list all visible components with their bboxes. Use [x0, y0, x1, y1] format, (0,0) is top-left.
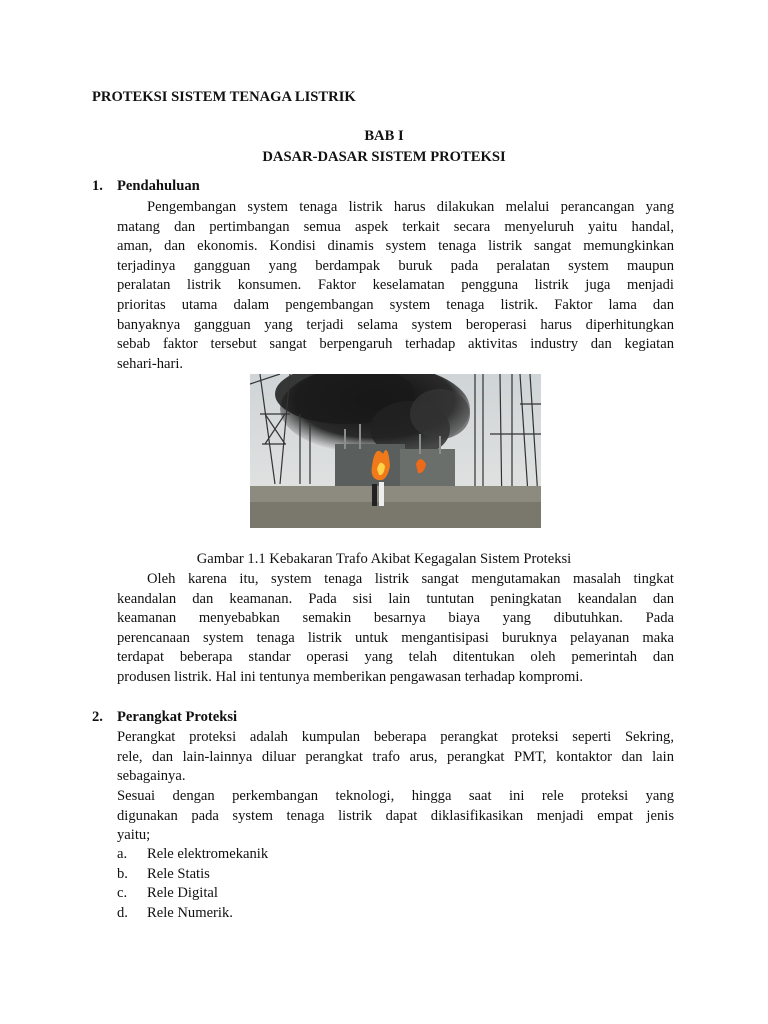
- chapter-title: DASAR-DASAR SISTEM PROTEKSI: [262, 149, 506, 165]
- paragraph-line: terjadinya gangguan yang berdampak buruk pada peralatan system maupun: [117, 257, 674, 274]
- list-marker: d.: [117, 904, 128, 921]
- section-2-number: 2.: [92, 709, 103, 725]
- list-item: Rele Numerik.: [147, 904, 233, 921]
- list-item: Rele Statis: [147, 865, 210, 882]
- paragraph-line: prioritas utama dalam pengembangan system tenaga listrik. Faktor lama dan: [117, 297, 674, 313]
- paragraph-line: aman, dan ekonomis. Kondisi dinamis system tenaga listrik sangat memungkinkan: [117, 238, 674, 255]
- document-title: PROTEKSI SISTEM TENAGA LISTRIK: [92, 89, 356, 105]
- list-item: Rele Digital: [147, 885, 218, 901]
- paragraph-line: Pengembangan system tenaga listrik harus dilakukan melalui perancangan yang: [147, 199, 674, 215]
- section-1-number: 1.: [92, 178, 103, 194]
- list-marker: c.: [117, 885, 128, 901]
- paragraph-line: banyaknya gangguan yang terjadi selama system beroperasi harus diperhitungkan: [117, 316, 674, 333]
- paragraph-line: digunakan pada system tenaga listrik dapat diklasifikasikan menjadi empat jenis: [117, 807, 674, 824]
- paragraph-line: rele, dan lain-lainnya diluar perangkat trafo arus, perangkat PMT, kontaktor dan lain: [117, 748, 674, 765]
- list-marker: a.: [117, 846, 128, 862]
- paragraph-line: yaitu;: [117, 827, 151, 844]
- chapter-number: BAB I: [364, 128, 404, 144]
- paragraph-line: terdapat beberapa standar operasi yang telah ditentukan oleh pemerintah dan: [117, 649, 674, 666]
- paragraph-line: keandalan dan keamanan. Pada sisi lain tuntutan peningkatan keandalan dan: [117, 590, 674, 607]
- paragraph-line: sebagainya.: [117, 768, 186, 785]
- list-item: Rele elektromekanik: [147, 846, 269, 862]
- paragraph-line: sebab faktor tersebut sangat berpengaruh terhadap aktivitas industry dan kegiatan: [117, 336, 674, 353]
- paragraph-line: matang dan pertimbangan semua aspek terkait secara menyeluruh yaitu handal,: [117, 218, 674, 235]
- paragraph-line: keamanan menyebabkan semakin besarnya biaya yang dibutuhkan. Pada: [117, 610, 674, 627]
- paragraph-line: Sesuai dengan perkembangan teknologi, hingga saat ini rele proteksi yang: [117, 788, 674, 804]
- list-marker: b.: [117, 865, 128, 882]
- paragraph-line: Perangkat proteksi adalah kumpulan beberapa perangkat proteksi seperti Sekring,: [117, 729, 674, 745]
- transformer-fire-photo: [250, 374, 541, 528]
- section-2-heading: Perangkat Proteksi: [117, 709, 238, 725]
- paragraph-line: Oleh karena itu, system tenaga listrik sangat mengutamakan masalah tingkat: [147, 571, 674, 587]
- section-1-heading: Pendahuluan: [117, 178, 200, 194]
- paragraph-line: peralatan listrik konsumen. Faktor keselamatan pengguna listrik juga menjadi: [117, 277, 674, 294]
- paragraph-line: produsen listrik. Hal ini tentunya memberikan pengawasan terhadap kompromi.: [117, 669, 584, 685]
- figure-caption: Gambar 1.1 Kebakaran Trafo Akibat Kegagalan Sistem Proteksi: [196, 551, 572, 567]
- paragraph-line: perencanaan system tenaga listrik untuk mengantisipasi buruknya pelayanan maka: [117, 629, 674, 646]
- paragraph-line: sehari-hari.: [117, 355, 184, 372]
